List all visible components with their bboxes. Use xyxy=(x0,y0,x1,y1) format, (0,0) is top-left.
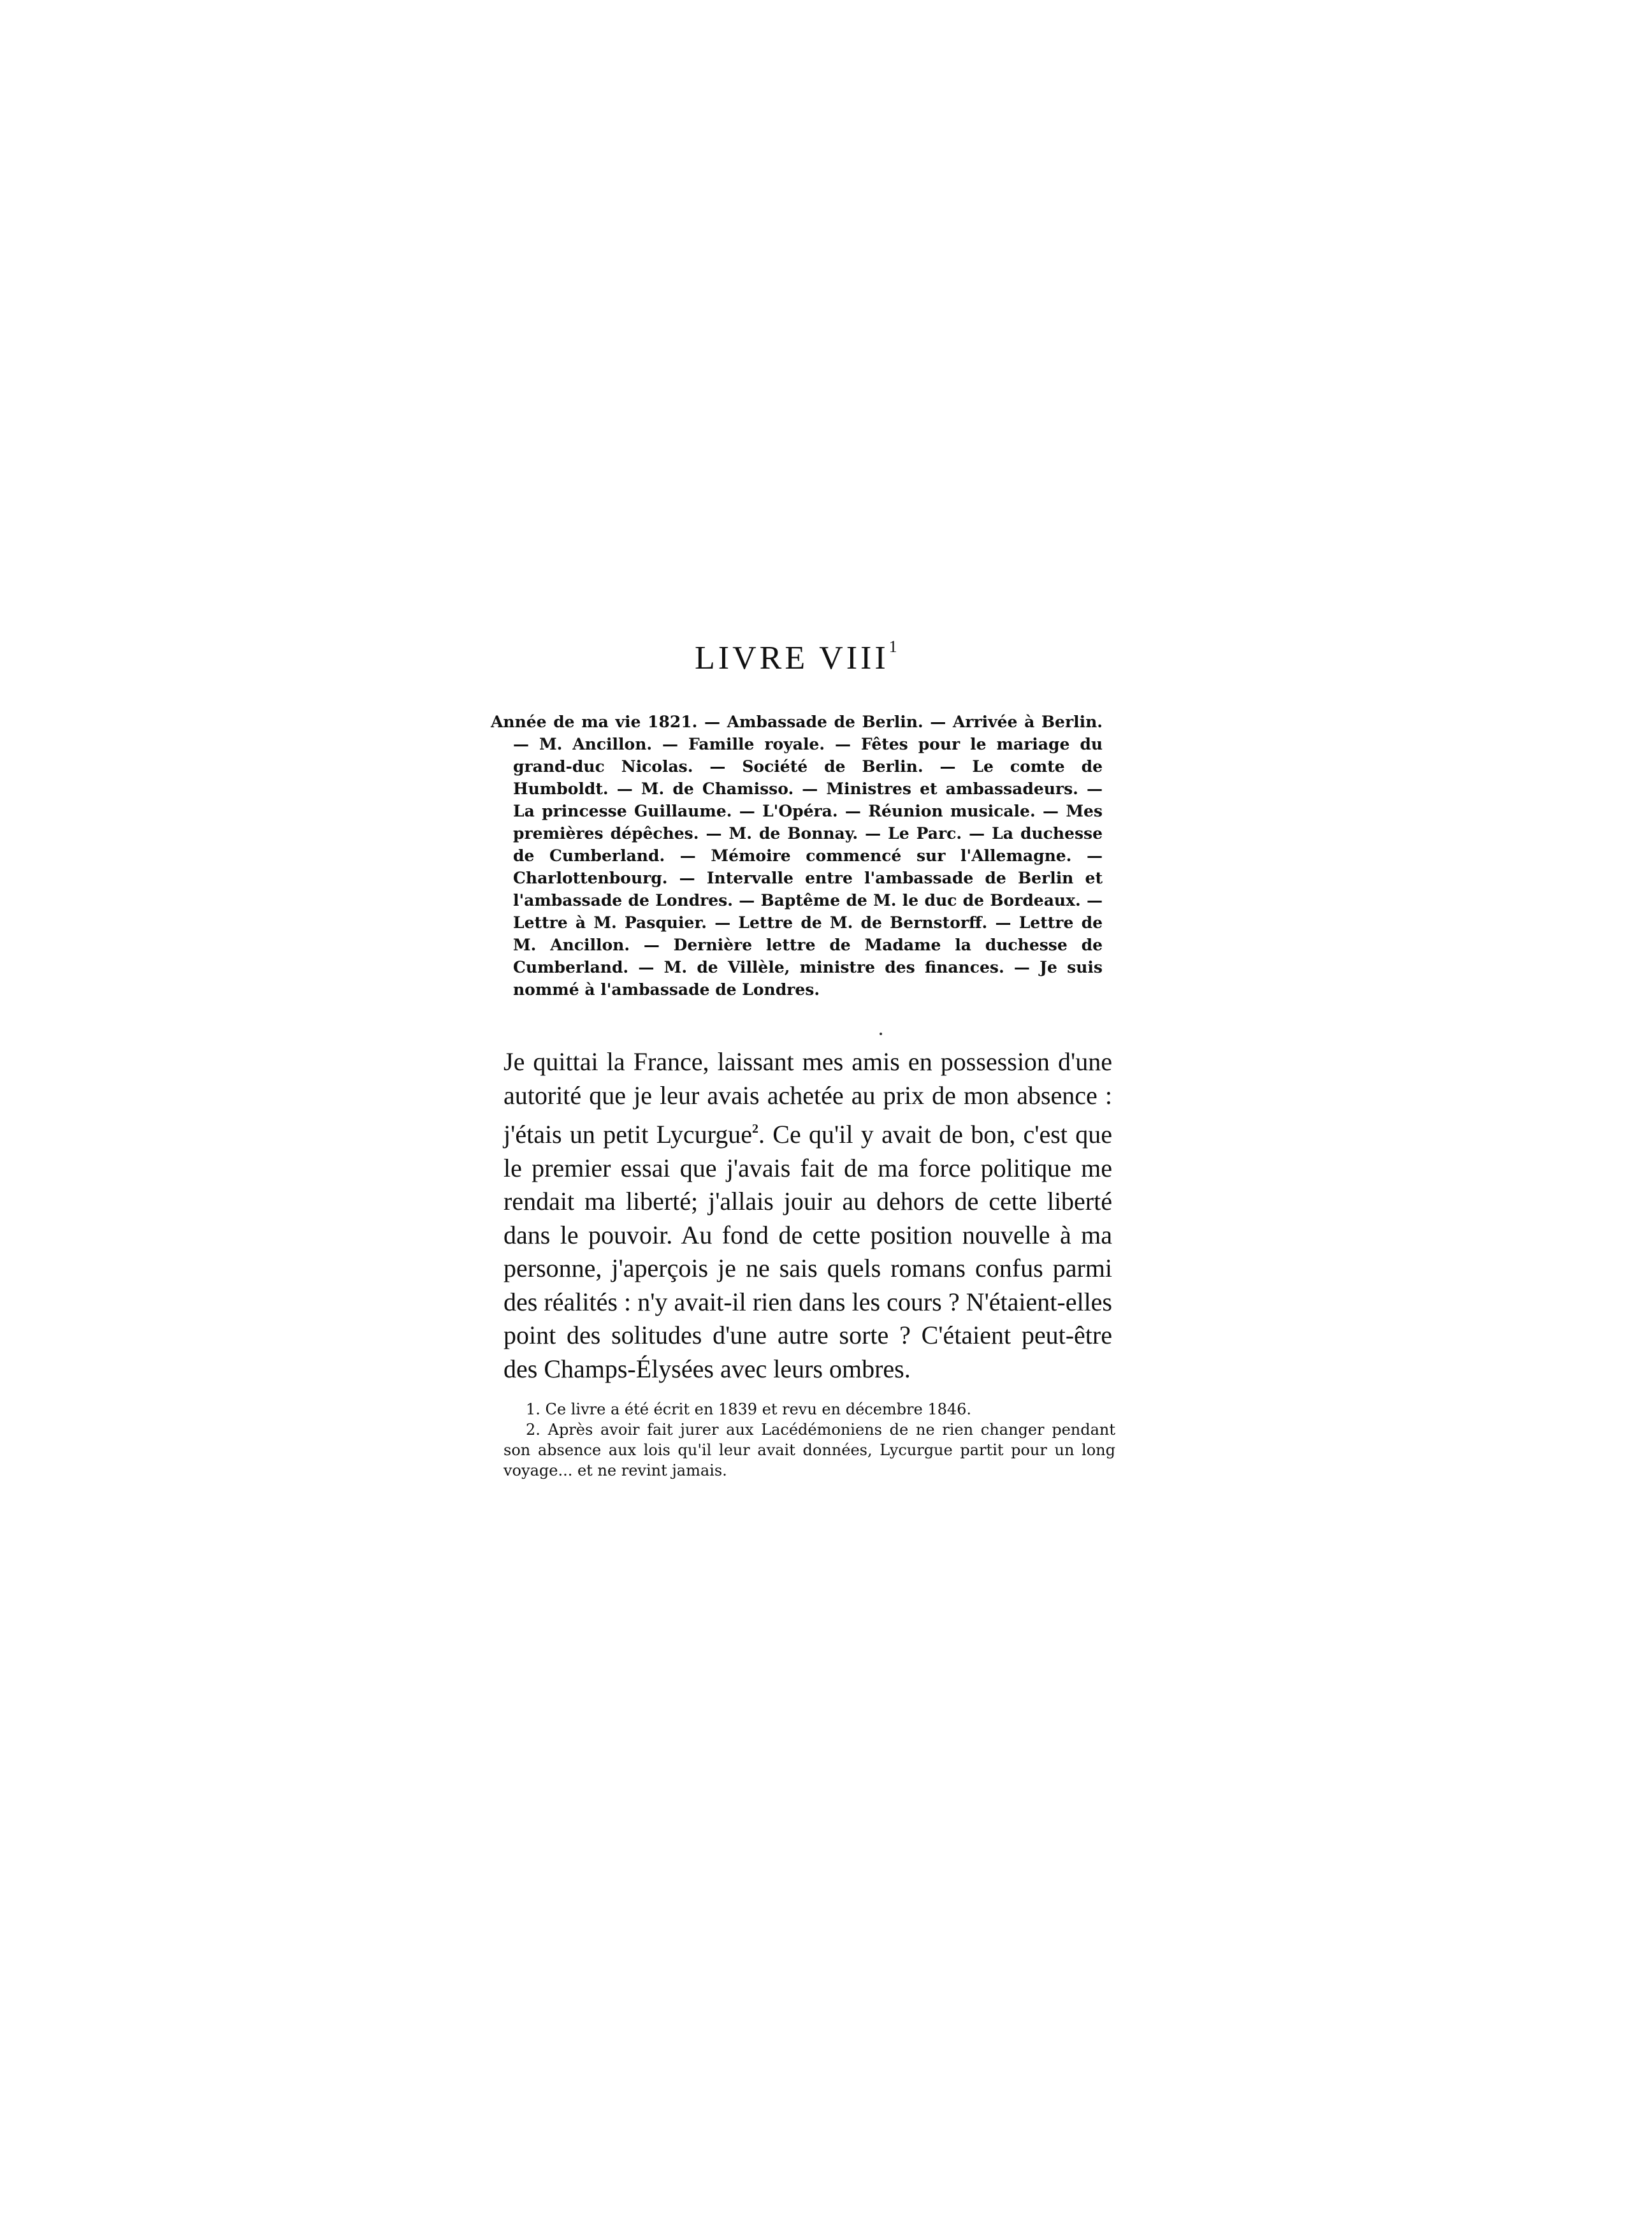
title-footnote-mark: 1 xyxy=(888,637,897,656)
chapter-summary: Année de ma vie 1821. — Ambassade de Berlin. — Arrivée à Berlin. — M. Ancillon. — Famille royale. — Fêtes pour le mariage du grand-duc Nicolas. — Société de Berlin. — Le comte de Humboldt. — M. de Chamisso. — Ministres et ambassadeurs. — La princesse Guillaume. — L'Opéra. — Réunion musicale. — Mes premières dépêches. — M. de Bonnay. — Le Parc. — La duchesse de Cumberland. — Mémoire commencé sur l'Allemagne. — Charlottenbourg. — Intervalle entre l'ambassade de Berlin et l'ambassade de Londres. — Baptême de M. le duc de Bordeaux. — Lettre à M. Pasquier. — Lettre de M. de Bernstorff. — Lettre de M. Ancillon. — Dernière lettre de Madame la duchesse de Cumberland. — M. de Villèle, ministre des finances. — Je suis nommé à l'ambassade de Londres. xyxy=(491,713,1103,999)
body-footnote-mark: 2 xyxy=(751,1122,758,1136)
body-text-part1: Je quittai la France, laissant mes amis en possession d'une autorité que je leur avais achetée au prix de mon absence : j'étais un petit Lycurgue xyxy=(504,1047,1112,1149)
body-text-part2: . Ce qu'il y avait de bon, c'est que le premier essai que j'avais fait de ma force politique me rendait ma liberté; j'allais jouir au dehors de cette liberté dans le pouvoir. Au fond de cette position nouvelle à ma personne, j'aperçois je ne sais quels romans confus parmi des réalités : n'y avait-il rien dans les cours ? N'étaient-elles point des solitudes d'une autre sorte ? C'étaient peut-être des Champs-Élysées avec leurs ombres. xyxy=(504,1120,1112,1383)
chapter-title-text: LIVRE VIII xyxy=(695,640,889,676)
body-paragraph xyxy=(504,1045,1112,1386)
chapter-title xyxy=(695,637,994,677)
footnotes xyxy=(504,1399,1115,1481)
separator-dot xyxy=(880,1033,882,1035)
footnote-2: 2. Après avoir fait jurer aux Lacédémoniens de ne rien changer pendant son absence aux lois qu'il leur avait données, Lycurgue partit pour un long voyage... et ne revint jamais. xyxy=(504,1421,1115,1479)
footnote-1: 1. Ce livre a été écrit en 1839 et revu en décembre 1846. xyxy=(526,1400,972,1418)
